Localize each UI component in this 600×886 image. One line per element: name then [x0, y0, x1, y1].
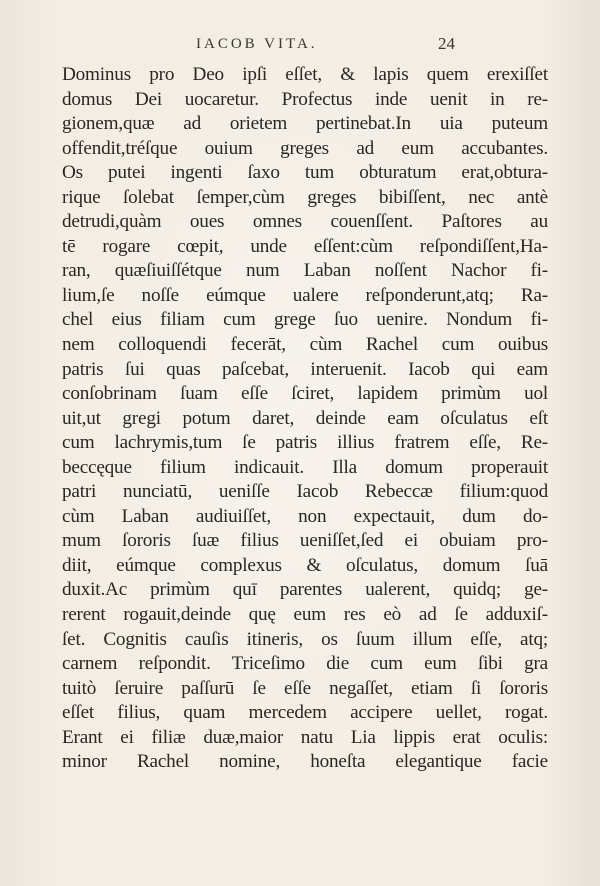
- text-line-14: conſobrinam ſuam eſſe ſciret, lapidem primùm uol: [62, 383, 548, 405]
- text-line-13: patris ſui quas paſcebat, interuenit. Iacob qui eam: [62, 358, 548, 380]
- text-line-15: uit,ut gregi potum daret, deinde eam oſculatus eſt: [62, 407, 548, 429]
- text-line-24: ſet. Cognitis cauſis itineris, os ſuum illum eſſe, atq;: [62, 628, 548, 650]
- text-line-27: eſſet filius, quam mercedem accipere uellet, rogat.: [62, 702, 548, 724]
- text-line-5: Os putei ingenti ſaxo tum obturatum erat,obtura-: [62, 162, 548, 184]
- text-line-10: lium,ſe noſſe eúmque ualere reſponderunt,atq; Ra-: [62, 284, 548, 306]
- text-line-17: beccęque filium indicauit. Illa domum properauit: [62, 456, 548, 478]
- text-line-20: mum ſororis ſuæ filius ueniſſet,ſed ei obuiam pro-: [62, 530, 548, 552]
- main-text-block: [62, 63, 548, 775]
- text-line-12: nem colloquendi fecerāt, cùm Rachel cum ouibus: [62, 334, 548, 356]
- text-line-3: gionem,quæ ad orietem pertinebat.In uia puteum: [62, 113, 548, 135]
- text-line-9: ran, quæſiuiſſétque num Laban noſſent Nachor fi-: [62, 260, 548, 282]
- page-number: 24: [438, 34, 455, 53]
- text-line-8: tē rogare cœpit, unde eſſent:cùm reſpondiſſent,Ha-: [62, 235, 548, 257]
- text-line-28: Erant ei filiæ duæ,maior natu Lia lippis erat oculis:: [62, 726, 548, 748]
- text-line-26: tuitò ſeruire paſſurū ſe eſſe negaſſet, etiam ſi ſororis: [62, 677, 548, 699]
- text-line-4: offendit,tréſque ouium greges ad eum accubantes.: [62, 137, 548, 159]
- text-line-6: rique ſolebat ſemper,cùm greges bibiſſent, nec antè: [62, 186, 548, 208]
- text-line-19: cùm Laban audiuiſſet, non expectauit, dum do-: [62, 505, 548, 527]
- text-line-23: rerent rogauit,deinde quę eum res eò ad ſe adduxiſ-: [62, 604, 548, 626]
- text-line-18: patri nunciatū, ueniſſe Iacob Rebeccæ filium:quod: [62, 481, 548, 503]
- running-title: IACOB VITA.: [196, 36, 318, 52]
- text-line-7: detrudi,quàm oues omnes couenſſent. Paſtores au: [62, 211, 548, 233]
- running-head: [0, 36, 600, 60]
- text-line-1: Dominus pro Deo ipſi eſſet, & lapis quem erexiſſet: [62, 64, 548, 85]
- text-line-11: chel eius filiam cum grege ſuo uenire. Nondum fi-: [62, 309, 548, 331]
- text-line-21: diit, eúmque complexus & oſculatus, domum ſuā: [62, 554, 548, 576]
- text-line-2: domus Dei uocaretur. Profectus inde uenit in re-: [62, 88, 548, 110]
- text-line-22: duxit.Ac primùm quī parentes ualerent, quidq; ge-: [62, 579, 548, 601]
- text-line-29: minor Rachel nomine, honeſta elegantique facie: [62, 751, 548, 773]
- text-line-25: carnem reſpondit. Triceſimo die cum eum ſibi gra: [62, 653, 548, 675]
- text-line-16: cum lachrymis,tum ſe patris illius fratrem eſſe, Re-: [62, 432, 548, 454]
